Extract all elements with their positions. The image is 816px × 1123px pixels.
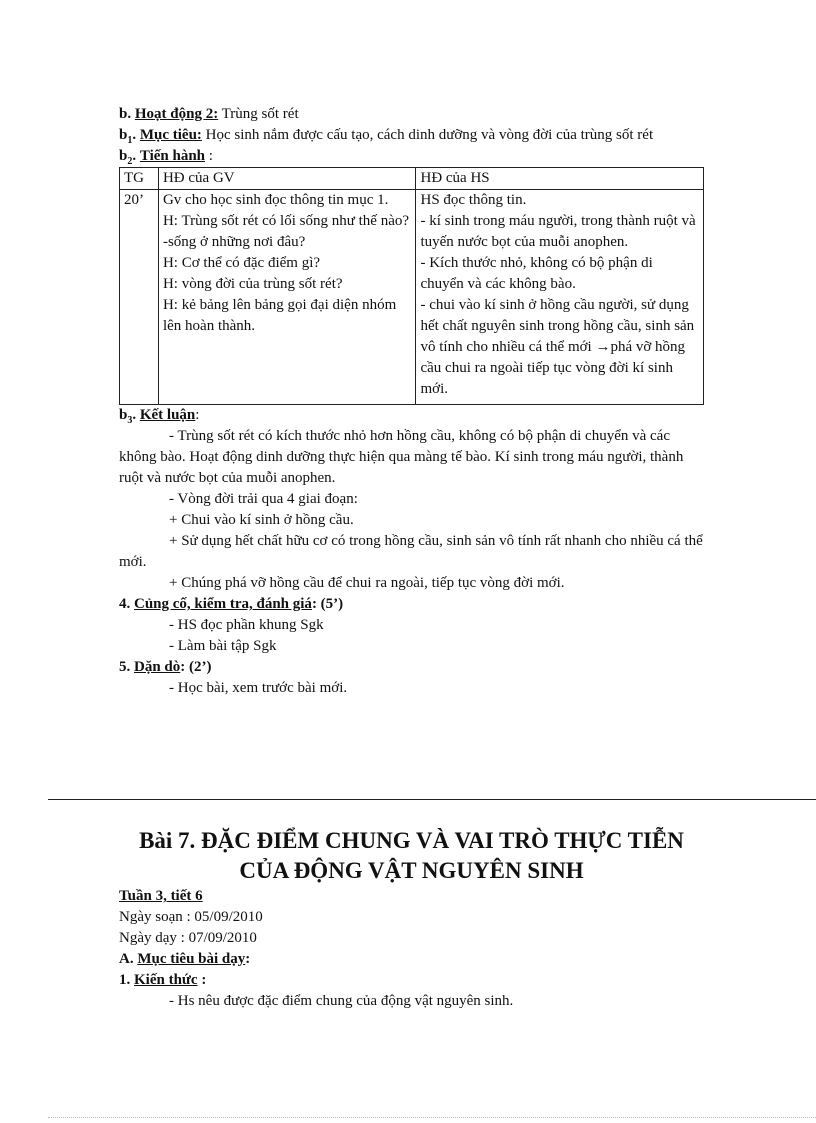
- student-line: - Kích thước nhỏ, không có bộ phận di chuyển và các không bào.: [420, 255, 653, 292]
- conclusion-heading: [119, 405, 704, 426]
- student-line: - chui vào kí sinh ở hồng cầu người, sử dụng hết chất nguyên sinh trong hồng cầu, sinh sản vô tính cho nhiều cá thể mới →phá vỡ hồng cầu chui ra ngoài tiếp tục vòng đời kí sinh mới.: [420, 297, 695, 397]
- teacher-line: -sống ở những nơi đâu?: [162, 234, 306, 250]
- heading-subscript: 3: [127, 415, 133, 426]
- procedure-heading: [119, 146, 704, 167]
- teacher-line: H: vòng đời của trùng sốt rét?: [162, 276, 343, 292]
- lesson-title: CỦA ĐỘNG VẬT NGUYÊN SINH: [239, 858, 584, 883]
- date-taught: Ngày dạy : 07/09/2010: [119, 930, 257, 946]
- heading-colon: :: [195, 407, 200, 423]
- lesson-title: Bài 7. ĐẶC ĐIỂM CHUNG VÀ VAI TRÒ THỰC TIỄN: [139, 828, 684, 853]
- heading-label: Kiến thức: [134, 972, 198, 988]
- review-item: - HS đọc phần khung Sgk: [169, 617, 324, 633]
- conclusion-paragraph: + Chui vào kí sinh ở hồng cầu.: [169, 512, 354, 528]
- review-item: - Làm bài tập Sgk: [169, 638, 277, 654]
- heading-dot: .: [132, 127, 137, 143]
- page-divider: [48, 799, 816, 800]
- homework-heading: [119, 657, 704, 678]
- teacher-line: Gv cho học sinh đọc thông tin mục 1.: [162, 192, 389, 208]
- heading-label: Hoạt động 2:: [134, 106, 219, 122]
- heading-text: Trùng sốt rét: [218, 106, 299, 122]
- heading-prefix: b.: [119, 106, 132, 122]
- student-line: - kí sinh trong máu người, trong thành ruột và tuyến nước bọt của muỗi anophen.: [420, 213, 696, 250]
- review-heading: [119, 594, 704, 615]
- table-header-row: [120, 168, 704, 190]
- cell-teacher-activities: [158, 190, 416, 405]
- conclusion-paragraph: - Vòng đời trải qua 4 giai đoạn:: [169, 491, 358, 507]
- heading-prefix: b: [119, 127, 128, 143]
- teacher-line: H: kẻ bảng lên bảng gọi đại diện nhóm lên hoàn thành.: [162, 297, 397, 334]
- header-teacher: HĐ của GV: [158, 168, 416, 190]
- table-row: [120, 190, 704, 405]
- lesson-7-header: [119, 826, 704, 1012]
- heading-number: 1.: [119, 972, 131, 988]
- cell-student-activities: [416, 190, 704, 405]
- heading-duration: : (2’): [180, 659, 212, 675]
- heading-colon: :: [245, 951, 251, 967]
- header-student: HĐ của HS: [416, 168, 704, 190]
- heading-prefix: b: [119, 407, 128, 423]
- knowledge-heading: [119, 970, 704, 991]
- bottom-border: [48, 1117, 816, 1118]
- conclusion-paragraph: - Trùng sốt rét có kích thước nhỏ hơn hồng cầu, không có bộ phận di chuyển và các không bào. Hoạt động dinh dưỡng thực hiện qua màng tế bào. Kí sinh trong máu người, thành ruột và nước bọt của muỗi anophen.: [119, 428, 684, 486]
- objective-heading: [119, 125, 704, 146]
- teacher-line: H: Cơ thể có đặc điểm gì?: [162, 255, 321, 271]
- heading-subscript: 2: [127, 156, 133, 167]
- heading-colon: :: [197, 972, 207, 988]
- heading-label: Củng cố, kiểm tra, đánh giá: [134, 596, 312, 612]
- homework-item: - Học bài, xem trước bài mới.: [169, 680, 348, 696]
- heading-label: Kết luận: [139, 407, 196, 423]
- heading-label: Dặn dò: [134, 659, 181, 675]
- header-time: TG: [120, 168, 159, 190]
- heading-number: 4.: [119, 596, 131, 612]
- knowledge-item: - Hs nêu được đặc điểm chung của động vật nguyên sinh.: [169, 993, 514, 1009]
- heading-colon: :: [205, 148, 213, 164]
- conclusion-paragraph: + Chúng phá vỡ hồng cầu để chui ra ngoài, tiếp tục vòng đời mới.: [169, 575, 565, 591]
- heading-label: Tiến hành: [139, 148, 206, 164]
- heading-number: 5.: [119, 659, 131, 675]
- lesson-page-top: [119, 104, 704, 699]
- week-label: Tuần 3, tiết 6: [119, 888, 203, 904]
- cell-time: 20’: [120, 190, 159, 405]
- conclusion-paragraph: + Sử dụng hết chất hữu cơ có trong hồng cầu, sinh sản vô tính rất nhanh cho nhiều cá thể mới.: [119, 533, 703, 570]
- heading-dot: .: [132, 148, 137, 164]
- objectives-heading: [119, 949, 704, 970]
- heading-subscript: 1: [127, 135, 133, 146]
- heading-label: Mục tiêu:: [139, 127, 202, 143]
- activity-2-heading: [119, 104, 704, 125]
- student-line: HS đọc thông tin.: [420, 192, 527, 208]
- activity-table: [119, 167, 704, 405]
- teacher-line: H: Trùng sốt rét có lối sống như thế nào?: [162, 213, 410, 229]
- heading-dot: .: [132, 407, 137, 423]
- heading-prefix: A.: [119, 951, 134, 967]
- heading-duration: : (5’): [311, 596, 344, 612]
- heading-label: Mục tiêu bài dạy: [137, 951, 246, 967]
- objective-text: Học sinh nắm được cấu tạo, cách dinh dưỡng và vòng đời của trùng sốt rét: [201, 127, 654, 143]
- heading-prefix: b: [119, 148, 128, 164]
- date-prepared: Ngày soạn : 05/09/2010: [119, 909, 263, 925]
